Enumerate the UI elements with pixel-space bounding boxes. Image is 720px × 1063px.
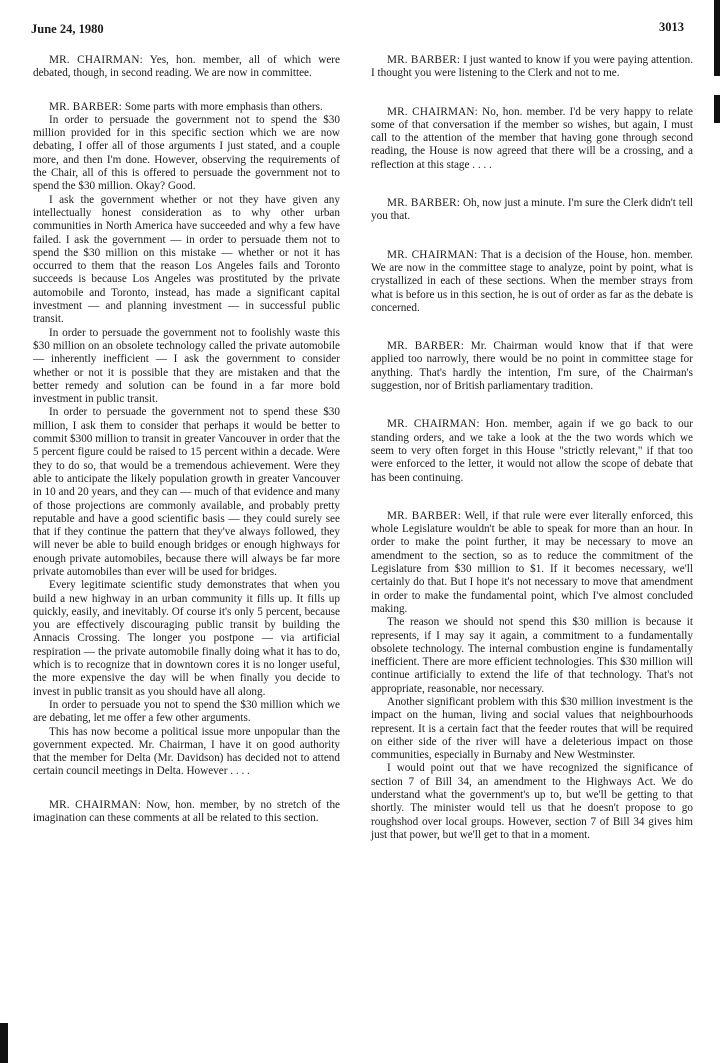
paragraph [371,54,693,81]
paragraph-text: Well, if that rule were ever literally enforced, this whole Legislature wouldn't be able to speak for more than an hour. In order to make the point further, it may be necessary to move an amendment to the section, so as to reduce the commitment of the Legislature from $30 million to $1. If it becomes necessary, we'll certainly do that. But I hope it's not necessary to move that amendment in order to make the fundamental point, which I've almost concluded making. [371,509,693,615]
left-column [33,54,340,825]
speaker-name: MR. CHAIRMAN: [49,54,143,66]
page-number: 3013 [659,20,684,34]
paragraph [33,799,340,826]
paragraph: In order to persuade you not to spend the $30 million which we are debating, let me offer a few other arguments. [33,698,340,725]
speaker-name: MR. CHAIRMAN: [387,248,478,261]
paragraph: I would point out that we have recognized the significance of section 7 of Bill 34, an amendment to the Highways Act. We do understand what the government's up to, but we'll be getting to that shortly. The minister would tell us that he doesn't propose to go roughshod over local groups. However, section 7 of Bill 34 gives him just that power, but we'll get to that in a moment. [371,762,693,841]
paragraph [33,101,340,114]
paragraph-text: Hon. member, again if we go back to our standing orders, and we take a look at the the two words which we seem to very often forget in this House "strictly relevant," if that too were enforced to the letter, it would not allow the scope of debate that has been continuing. [371,418,693,484]
scan-edge-mark [714,95,720,123]
paragraph: This has now become a political issue more unpopular than the government expected. Mr. Chairman, I have it on good authority that the member for Delta (Mr. Davidson) has decided not to attend certain council meetings in Delta. However . . . . [33,725,340,778]
paragraph-text: Yes, hon. member, all of which were debated, though, in second reading. We are now in committee. [33,54,340,80]
paragraph [371,418,693,484]
speaker-name: MR. BARBER: [49,100,123,113]
paragraph [371,249,693,315]
scan-edge-mark [0,1023,8,1063]
paragraph: In order to persuade the government not to spend these $30 million, I ask them to consider that perhaps it would be better to commit $300 million to transit in greater Vancouver in order that the 5 percent figure could be raised to 15 percent within a decade. Were they to do so, that would be a tremendous achievement. Were they able to anticipate the likely population growth in greater Vancouver in 10 and 20 years, and they can — much of that evidence and many of those projections are commonly available, and probably pretty reputable and have a good scientific basis — they could surely see that if they continue the pattern that they've always followed, they will never be able to build enough bridges or enough highways for enough private automobiles, because there will always be far more private automobiles than ever will be used for bridges. [33,406,340,578]
speaker-name: MR. CHAIRMAN: [49,798,142,811]
speaker-name: MR. BARBER: [387,197,461,210]
paragraph-text: I just wanted to know if you were paying attention. I thought you were listening to the Clerk and not to me. [371,54,694,80]
paragraph: Every legitimate scientific study demonstrates that when you build a new highway in an urban community it fills up. It fills up quickly, easily, and inevitably. Of course it's only 5 percent, because you are effectively discouraging public transit by building the Annacis Crossing. The longer you postpone — via artificial respiration — the private automobile finally doing what it has to do, which is to recognize that in downtown cores it is no longer useful, the more expensive the day will be when finally you decide to invest in public transit as you should have all along. [33,579,340,698]
paragraph [371,197,693,224]
speaker-name: MR. BARBER: [387,54,461,66]
paragraph-text: Some parts with more emphasis than others. [124,100,323,113]
paragraph-text: No, hon. member. I'd be very happy to relate some of that conversation if the member so wishes, but again, I must call to the attention of the member that having gone through second reading, the House is now agreed that there will be a crossing, and a reflection at this stage . . . . [371,105,693,171]
paragraph [33,54,340,81]
speaker-name: MR. BARBER: [387,340,465,353]
paragraph-text: That is a decision of the House, hon. member. We are now in the committee stage to analyze, point by point, what is crystallized in each of these sections. When the member strays from what is before us in this section, he is out of order as far as the debate is concerned. [371,248,693,314]
paragraph [371,106,693,172]
paragraph-text: Now, hon. member, by no stretch of the imagination can these comments at all be related to this section. [33,798,341,825]
scan-edge-mark [714,0,720,76]
speaker-name: MR. CHAIRMAN: [387,418,480,431]
paragraph: I ask the government whether or not they have given any intellectually honest consideration as to why other urban communities in North America have succeeded and why a few have failed. I ask the government — in order to persuade them not to spend the $30 million on this mistake — whether or not it has occurred to them that the reason Los Angeles fails and Toronto succeeds is because Los Angeles was prostituted by the private automobile and Toronto, instead, has made a significant capital investment — and planning investment — in successful public transit. [33,193,340,326]
speaker-name: MR. CHAIRMAN: [387,105,478,118]
paragraph: The reason we should not spend this $30 million is because it represents, if I may say it again, a commitment to a fundamentally obsolete technology. The internal combustion engine is fundamentally inefficient. There are more efficient technologies. This $30 million will continue artificially to extend the life of that technology. That's not appropriate, reasonable, nor necessary. [371,616,693,695]
speaker-name: MR. BARBER: [387,509,462,522]
page-header-date: June 24, 1980 [31,22,104,36]
paragraph: Another significant problem with this $30 million investment is the impact on the human, living and social values that neighbourhoods represent. It is a certain fact that the feeder routes that will be required on either side of the river will have a deleterious impact on those communities, especially in Burnaby and New Westminster. [371,695,693,762]
paragraph [371,340,693,393]
paragraph-text: Oh, now just a minute. I'm sure the Clerk didn't tell you that. [371,197,693,223]
paragraph: In order to persuade the government not to spend the $30 million provided for in this specific section which we are now debating, I offer all of those arguments I just stated, and a couple more, and then I'm done. However, observing the requirements of the Chair, all of this is offered to persuade the government not to spend the $30 million. Okay? Good. [33,113,340,193]
right-column [371,54,693,842]
paragraph: In order to persuade the government not to foolishly waste this $30 million on an obsolete technology called the private automobile — inherently inefficient — I ask the government to consider whether or not it is possible that they are mistaken and that the better remedy and solution can be found in a far more bold investment in public transit. [33,326,340,406]
paragraph-text: Mr. Chairman would know that if that were applied too narrowly, there would be no point in committee stage for anything. That's hardly the intention, I'm sure, of the Chairman's suggestion, nor of British parliamentary tradition. [371,340,694,393]
paragraph [371,510,693,616]
